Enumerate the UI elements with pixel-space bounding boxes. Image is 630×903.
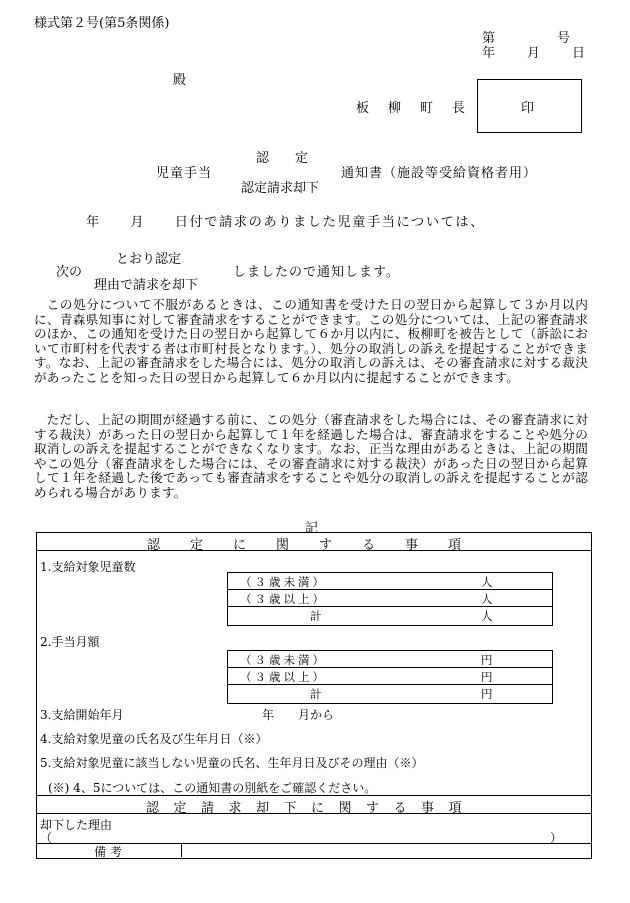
- item3-value: 年 月から: [262, 708, 335, 722]
- amount-under3-label: （３歳未満）: [240, 653, 327, 667]
- issuer: 板 柳 町 長: [356, 101, 469, 116]
- title-prefix: 児童手当: [156, 166, 213, 181]
- result-bottom: 理由で請求を却下: [94, 278, 199, 293]
- reject-reason-open: （: [40, 831, 53, 845]
- remarks-label: 備考: [94, 845, 127, 859]
- paragraph-deadline: ただし、上記の期間が経過する前に、この処分（審査請求をした場合には、その審査請求に対する裁決）があった日の翌日から起算して１年を経過した場合は、審査請求をすることや処分の取消しの訴えを提起することができなくなります。なお、正当な理由があるときは、上記の期間やこの処分（審査請求をした場合には、その審査請求に対する裁決）があった日の翌日から起算して１年を経過した後であっても審査請求をすることや処分の取消しの訴えを提起することが認められる場合があります。: [34, 412, 588, 500]
- stamp: 印: [521, 101, 535, 116]
- children-over3-unit: 人: [481, 592, 493, 606]
- paragraph-appeal: この処分について不服があるときは、この通知書を受けた日の翌日から起算して３か月以内に、青森県知事に対して審査請求をすることができます。この処分については、上記の審査請求のほか、この通知を受けた日の翌日から起算して６か月以内に、板柳町を被告として（訴訟において市町村を代表する者は市町村長となります。）、処分の取消しの訴えを提起することができます。なお、上記の審査請求をした場合には、処分の取消しの訴えは、その審査請求に対する裁決があったことを知った日の翌日から起算して６か月以内に提起することができます。: [34, 297, 588, 385]
- number-label: 第 号: [482, 31, 573, 46]
- item5-label: 5.支給対象児童に該当しない児童の氏名、生年月日及びその理由（※）: [40, 756, 424, 770]
- title-suffix: 通知書（施設等受給資格者用）: [341, 166, 538, 181]
- title-top: 認 定: [256, 151, 309, 166]
- result-suffix: しましたので通知します。: [233, 265, 400, 280]
- reject-reason-label: 却下した理由: [40, 818, 113, 832]
- amount-over3-label: （３歳以上）: [240, 670, 327, 684]
- reject-reason-close: ）: [550, 831, 563, 845]
- amount-total-unit: 円: [481, 687, 493, 701]
- result-prefix: 次の: [56, 265, 83, 280]
- result-top: とおり認定: [116, 252, 182, 267]
- addressee-suffix: 殿: [173, 73, 187, 88]
- note: (※) 4、5については、この通知書の別紙をご確認ください。: [48, 781, 377, 795]
- form-id: 様式第２号(第5条関係): [34, 16, 170, 31]
- children-total-unit: 人: [481, 609, 493, 623]
- children-under3-unit: 人: [481, 575, 493, 589]
- date-label: 年 月 日: [482, 46, 588, 61]
- item2-label: 2.手当月額: [40, 635, 100, 649]
- intro-line: 年 月 日付で請求のありました児童手当については、: [86, 215, 485, 230]
- ki-label: 記: [305, 521, 319, 536]
- section1-header: 認定に関する事項: [147, 538, 492, 553]
- item3-label: 3.支給開始年月: [40, 708, 124, 722]
- children-over3-label: （３歳以上）: [240, 592, 327, 606]
- children-total-label: 計: [310, 609, 322, 623]
- title-bottom: 認定請求却下: [241, 181, 320, 196]
- section2-header: 認定請求却下に関する事項: [146, 801, 477, 816]
- amount-under3-unit: 円: [481, 653, 493, 667]
- item4-label: 4.支給対象児童の氏名及び生年月日（※）: [40, 732, 268, 746]
- item1-label: 1.支給対象児童数: [40, 560, 136, 574]
- amount-over3-unit: 円: [481, 670, 493, 684]
- amount-total-label: 計: [310, 687, 322, 701]
- children-under3-label: （３歳未満）: [240, 575, 327, 589]
